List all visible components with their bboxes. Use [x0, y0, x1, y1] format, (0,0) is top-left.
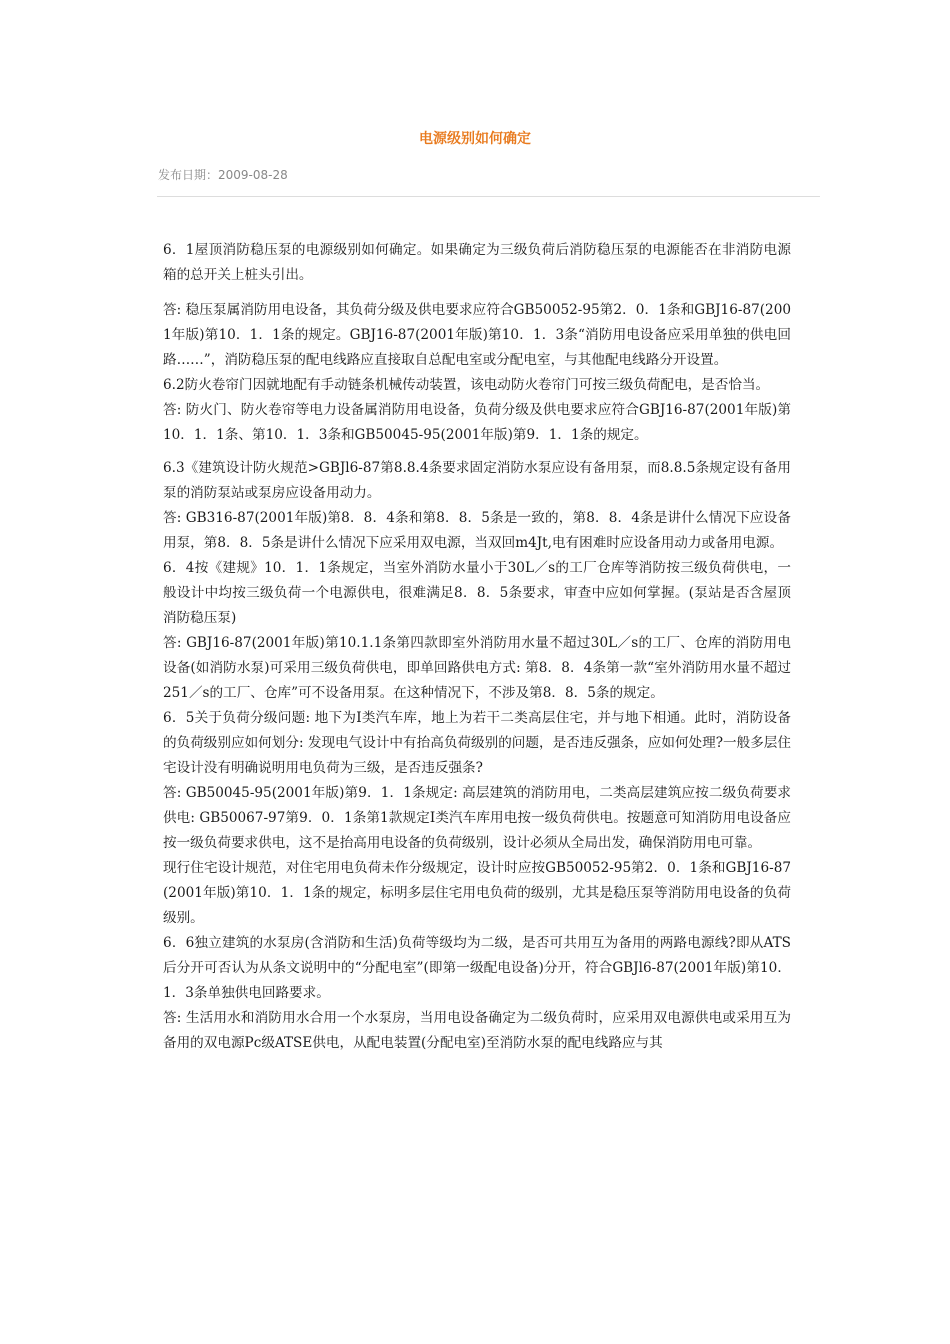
- question-6-6: 6．6独立建筑的水泵房(含消防和生活)负荷等级均为二级，是否可共用互为备用的两路电源线?即从ATS后分开可否认为从条文说明中的“分配电室”(即第一级配电设备)分开，符合GBJl6-87(2001年版)第10．1．3条单独供电回路要求。: [163, 935, 791, 1001]
- question-6-4: 6．4按《建规》10．1．1条规定，当室外消防水量小于30L／s的工厂仓库等消防按三级负荷供电，一般设计中均按三级负荷一个电源供电，很难满足8．8．5条要求，审查中应如何掌握。(泵站是否含屋顶消防稳压泵): [163, 560, 791, 626]
- answer-6-6: 答: 生活用水和消防用水合用一个水泵房，当用电设备确定为二级负荷时，应采用双电源供电或采用互为备用的双电源Pc级ATSE供电，从配电装置(分配电室)至消防水泵的配电线路应与其: [163, 1010, 791, 1051]
- article-body: [163, 238, 791, 1056]
- question-6-1: 6．1屋顶消防稳压泵的电源级别如何确定。如果确定为三级负荷后消防稳压泵的电源能否在非消防电源箱的总开关上桩头引出。: [163, 242, 791, 283]
- note-residential-load: 现行住宅设计规范，对住宅用电负荷未作分级规定，设计时应按GB50052-95第2．0．1条和GBJ16-87(2001年版)第10．1．1条的规定，标明多层住宅用电负荷的级别，尤其是稳压泵等消防用电设备的负荷级别。: [163, 860, 791, 926]
- answer-6-4: 答: GBJ16-87(2001年版)第10.1.1条第四款即室外消防用水量不超过30L／s的工厂、仓库的消防用电设备(如消防水泵)可采用三级负荷供电，即单回路供电方式: 第8．8．4条第一款“室外消防用水量不超过251／s的工厂、仓库”可不设备用泵。在这种情况下，不涉及第8．8．5条的规定。: [163, 635, 791, 701]
- page-title: 电源级别如何确定: [419, 131, 531, 147]
- answer-6-2: 答: 防火门、防火卷帘等电力设备属消防用电设备，负荷分级及供电要求应符合GBJ16-87(2001年版)第10．1．1条、第10．1．3条和GB50045-95(2001年版)第9．1．1条的规定。: [163, 402, 791, 443]
- answer-6-1: 答: 稳压泵属消防用电设备，其负荷分级及供电要求应符合GB50052-95第2．0．1条和GBJ16-87(2001年版)第10．1．1条的规定。GBJ16-87(2001年版)第10．1．3条“消防用电设备应采用单独的供电回路……”，消防稳压泵的配电线路应直接取自总配电室或分配电室，与其他配电线路分开设置。: [163, 302, 791, 368]
- question-6-5: 6．5关于负荷分级问题: 地下为I类汽车库，地上为若干二类高层住宅，并与地下相通。此时，消防设备的负荷级别应如何划分: 发现电气设计中有抬高负荷级别的问题，是否违反强条，应如何处理?一般多层住宅设计没有明确说明用电负荷为三级，是否违反强条?: [163, 710, 791, 776]
- question-6-2: 6.2防火卷帘门因就地配有手动链条机械传动装置，该电动防火卷帘门可按三级负荷配电，是否恰当。: [163, 377, 770, 393]
- answer-6-5: 答: GB50045-95(2001年版)第9．1．1条规定: 高层建筑的消防用电，二类高层建筑应按二级负荷要求供电: GB50067-97第9．0．1条第1款规定I类汽车库用电按一级负荷供电。按题意可知消防用电设备应按一级负荷要求供电，这不是抬高用电设备的负荷级别，设计必须从全局出发，确保消防用电可靠。: [163, 785, 791, 851]
- answer-6-3: 答: GB316-87(2001年版)第8．8．4条和第8．8．5条是一致的，第8．8．4条是讲什么情况下应设备用泵，第8．8．5条是讲什么情况下应采用双电源，当双回m4Jt,电有困难时应设备用动力或备用电源。: [163, 510, 791, 551]
- header-divider: [157, 196, 820, 197]
- publish-date: 发布日期：2009-08-28: [158, 168, 288, 182]
- question-6-3: 6.3《建筑设计防火规范>GBJl6-87第8.8.4条要求固定消防水泵应设有备用泵，而8.8.5条规定设有备用泵的消防泵站或泵房应设备用动力。: [163, 460, 791, 501]
